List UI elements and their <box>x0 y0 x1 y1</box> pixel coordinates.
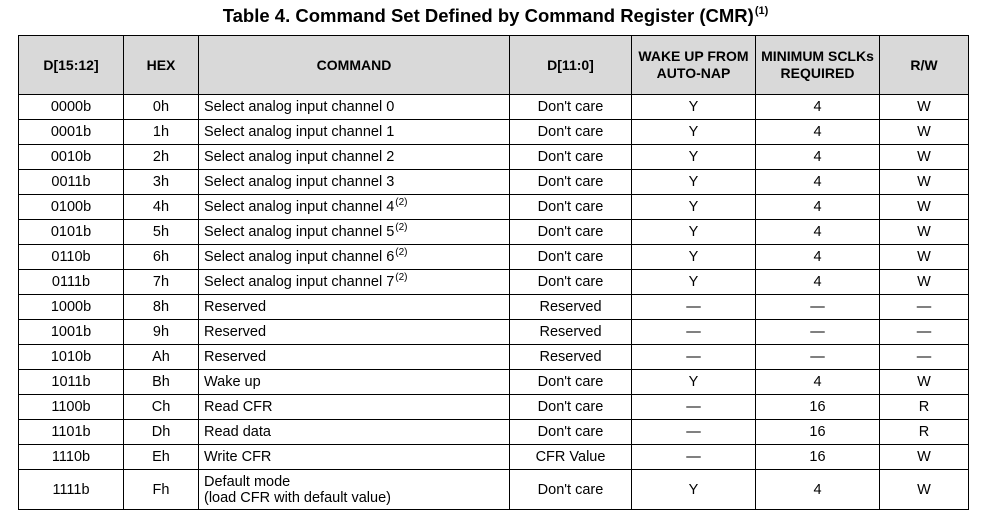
cell-hex: 2h <box>124 145 199 170</box>
cell-d110: Don't care <box>510 270 632 295</box>
table-row <box>19 120 969 145</box>
cell-wake-up: — <box>632 320 756 345</box>
cell-rw: W <box>880 270 969 295</box>
cell-wake-up: — <box>632 445 756 470</box>
cell-command <box>199 95 510 120</box>
cell-min-sclks: 4 <box>756 195 880 220</box>
cell-min-sclks: — <box>756 320 880 345</box>
cell-command <box>199 295 510 320</box>
cell-hex: 0h <box>124 95 199 120</box>
cell-d110: Don't care <box>510 195 632 220</box>
cell-command <box>199 370 510 395</box>
cell-d110: CFR Value <box>510 445 632 470</box>
cell-hex: 9h <box>124 320 199 345</box>
cell-rw: R <box>880 395 969 420</box>
cell-hex: Ah <box>124 345 199 370</box>
cell-d110: Don't care <box>510 220 632 245</box>
cell-min-sclks: 4 <box>756 170 880 195</box>
table-row <box>19 370 969 395</box>
table-row <box>19 245 969 270</box>
command-text: Select analog input channel 6 <box>204 249 395 265</box>
cell-d1512: 0011b <box>19 170 124 195</box>
cell-d1512: 1101b <box>19 420 124 445</box>
cell-command <box>199 345 510 370</box>
cell-rw: — <box>880 320 969 345</box>
cell-hex: 6h <box>124 245 199 270</box>
cell-rw: — <box>880 345 969 370</box>
command-text: Read data <box>204 424 271 440</box>
cell-command <box>199 270 510 295</box>
cell-d1512: 0010b <box>19 145 124 170</box>
cell-command <box>199 245 510 270</box>
cell-hex: 5h <box>124 220 199 245</box>
cell-hex: Ch <box>124 395 199 420</box>
command-text: Select analog input channel 5 <box>204 224 395 240</box>
command-text: Select analog input channel 0 <box>204 99 395 115</box>
table-row <box>19 295 969 320</box>
cell-hex: 7h <box>124 270 199 295</box>
cell-wake-up: — <box>632 420 756 445</box>
header-command: COMMAND <box>199 36 510 95</box>
cell-d110: Reserved <box>510 320 632 345</box>
cell-min-sclks: 4 <box>756 145 880 170</box>
cell-d110: Reserved <box>510 295 632 320</box>
table-row <box>19 220 969 245</box>
command-text: Select analog input channel 7 <box>204 274 395 290</box>
header-rw: R/W <box>880 36 969 95</box>
cell-command <box>199 195 510 220</box>
footnote-marker: (2) <box>395 272 408 283</box>
header-row <box>19 36 969 95</box>
cell-min-sclks: 16 <box>756 395 880 420</box>
cell-command <box>199 170 510 195</box>
footnote-marker: (2) <box>395 247 408 258</box>
cell-wake-up: Y <box>632 220 756 245</box>
command-text: Reserved <box>204 324 267 340</box>
cell-rw: W <box>880 245 969 270</box>
table-row <box>19 345 969 370</box>
table-row <box>19 420 969 445</box>
cell-rw: R <box>880 420 969 445</box>
cell-d1512: 0000b <box>19 95 124 120</box>
cell-hex: Fh <box>124 470 199 510</box>
cell-min-sclks: 4 <box>756 470 880 510</box>
table-row <box>19 170 969 195</box>
command-text: Write CFR <box>204 449 272 465</box>
cell-d1512: 1110b <box>19 445 124 470</box>
table-row <box>19 195 969 220</box>
cell-rw: W <box>880 470 969 510</box>
cell-d110: Don't care <box>510 470 632 510</box>
cell-wake-up: Y <box>632 170 756 195</box>
cell-min-sclks: — <box>756 295 880 320</box>
cell-wake-up: Y <box>632 145 756 170</box>
cell-d1512: 0111b <box>19 270 124 295</box>
cell-d110: Don't care <box>510 395 632 420</box>
cell-min-sclks: 4 <box>756 370 880 395</box>
cell-min-sclks: 4 <box>756 120 880 145</box>
cell-d110: Don't care <box>510 170 632 195</box>
footnote-marker: (2) <box>395 197 408 208</box>
command-text: Reserved <box>204 299 267 315</box>
cell-min-sclks: 4 <box>756 270 880 295</box>
cell-wake-up: Y <box>632 95 756 120</box>
cell-d1512: 1010b <box>19 345 124 370</box>
cell-rw: W <box>880 120 969 145</box>
table-row <box>19 95 969 120</box>
cell-hex: 8h <box>124 295 199 320</box>
cell-wake-up: Y <box>632 245 756 270</box>
header-d1512: D[15:12] <box>19 36 124 95</box>
cell-command <box>199 470 510 510</box>
cell-wake-up: — <box>632 345 756 370</box>
command-text: Select analog input channel 1 <box>204 124 395 140</box>
cell-command <box>199 445 510 470</box>
cell-d110: Reserved <box>510 345 632 370</box>
command-text: Reserved <box>204 349 267 365</box>
cell-rw: W <box>880 170 969 195</box>
cell-rw: W <box>880 95 969 120</box>
cell-wake-up: Y <box>632 120 756 145</box>
command-subtext: (load CFR with default value) <box>204 489 391 506</box>
table-caption <box>0 5 991 27</box>
command-text: Read CFR <box>204 399 273 415</box>
header-d110: D[11:0] <box>510 36 632 95</box>
table-row <box>19 445 969 470</box>
header-hex: HEX <box>124 36 199 95</box>
table-row <box>19 320 969 345</box>
cell-hex: 4h <box>124 195 199 220</box>
footnote-marker: (2) <box>395 222 408 233</box>
cell-d1512: 1011b <box>19 370 124 395</box>
cell-d1512: 0110b <box>19 245 124 270</box>
cell-hex: Eh <box>124 445 199 470</box>
cell-d110: Don't care <box>510 95 632 120</box>
header-min-sclks: MINIMUM SCLKs REQUIRED <box>756 36 880 95</box>
cell-min-sclks: 4 <box>756 220 880 245</box>
cell-command <box>199 145 510 170</box>
cell-hex: 3h <box>124 170 199 195</box>
command-text: Select analog input channel 4 <box>204 199 395 215</box>
cell-min-sclks: 16 <box>756 420 880 445</box>
cell-rw: W <box>880 145 969 170</box>
cell-min-sclks: — <box>756 345 880 370</box>
table-row <box>19 470 969 510</box>
cell-rw: W <box>880 195 969 220</box>
cell-d1512: 1111b <box>19 470 124 510</box>
cell-wake-up: — <box>632 295 756 320</box>
cell-d1512: 1100b <box>19 395 124 420</box>
table-row <box>19 145 969 170</box>
table-title: Table 4. Command Set Defined by Command Register (CMR) <box>222 5 754 26</box>
cell-d110: Don't care <box>510 120 632 145</box>
cell-d110: Don't care <box>510 420 632 445</box>
cell-rw: W <box>880 370 969 395</box>
command-text: Select analog input channel 3 <box>204 174 395 190</box>
command-text: Default mode <box>204 473 291 490</box>
cell-rw: W <box>880 220 969 245</box>
cell-command <box>199 320 510 345</box>
cell-min-sclks: 16 <box>756 445 880 470</box>
table-row <box>19 270 969 295</box>
cell-hex: Bh <box>124 370 199 395</box>
command-set-table <box>18 35 969 510</box>
cell-wake-up: Y <box>632 195 756 220</box>
cell-d1512: 0100b <box>19 195 124 220</box>
cell-rw: — <box>880 295 969 320</box>
command-text: Wake up <box>204 374 261 390</box>
cell-wake-up: Y <box>632 470 756 510</box>
cell-hex: 1h <box>124 120 199 145</box>
cell-rw: W <box>880 445 969 470</box>
cell-wake-up: — <box>632 395 756 420</box>
cell-d1512: 0001b <box>19 120 124 145</box>
cell-hex: Dh <box>124 420 199 445</box>
cell-d1512: 1000b <box>19 295 124 320</box>
table-row <box>19 395 969 420</box>
cell-d110: Don't care <box>510 245 632 270</box>
cell-command <box>199 420 510 445</box>
cell-d110: Don't care <box>510 370 632 395</box>
cell-d1512: 1001b <box>19 320 124 345</box>
cell-wake-up: Y <box>632 370 756 395</box>
cell-min-sclks: 4 <box>756 245 880 270</box>
cell-command <box>199 220 510 245</box>
cell-d1512: 0101b <box>19 220 124 245</box>
cell-min-sclks: 4 <box>756 95 880 120</box>
header-wake-up: WAKE UP FROM AUTO-NAP <box>632 36 756 95</box>
cell-command <box>199 120 510 145</box>
cell-command <box>199 395 510 420</box>
table-footnote-marker: (1) <box>754 5 769 17</box>
cell-d110: Don't care <box>510 145 632 170</box>
command-text: Select analog input channel 2 <box>204 149 395 165</box>
cell-wake-up: Y <box>632 270 756 295</box>
